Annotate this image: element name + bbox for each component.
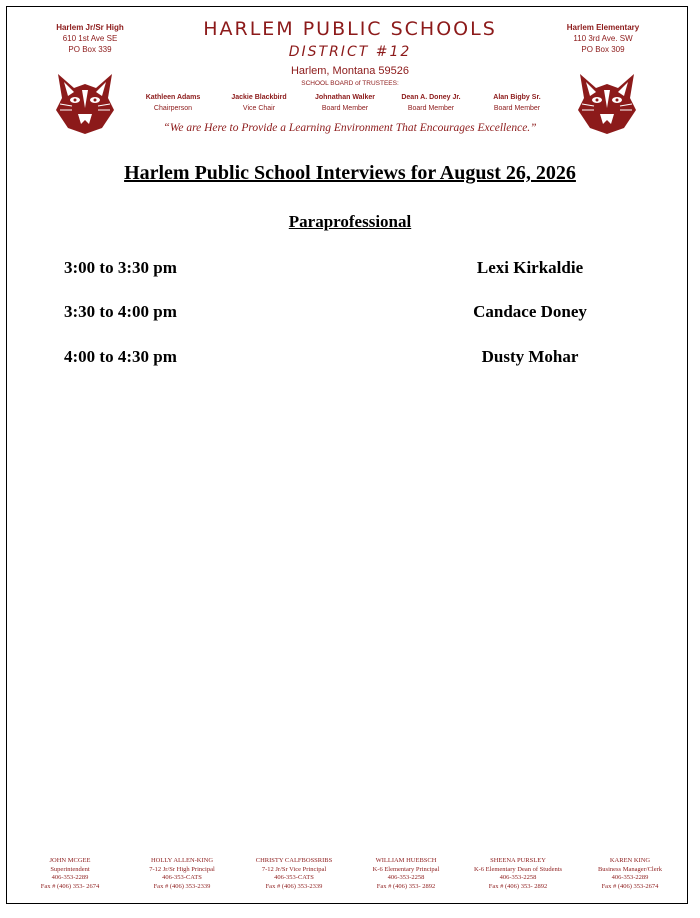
district-number: DISTRICT #12 [288,44,412,60]
staff-contact [238,857,350,891]
staff-title: K-6 Elementary Principal [372,865,440,873]
staff-name: WILLIAM HUEBSCH [375,857,437,864]
staff-name: HOLLY ALLEN-KING [150,857,214,864]
trustee-name: Kathleen Adams [145,94,201,101]
document-title: Harlem Public School Interviews for August 26, 2026 [124,162,576,184]
interview-name: Candace Doney [473,302,587,321]
right-school-name: Harlem Elementary [566,23,640,32]
staff-fax: Fax # (406) 353- 2892 [376,882,436,890]
staff-name: JOHN MCGEE [49,857,91,864]
staff-title: Business Manager/Clerk [597,865,663,873]
trustee [130,92,216,114]
staff-title: K-6 Elementary Dean of Students [473,865,563,873]
staff-fax: Fax # (406) 353- 2674 [40,882,100,890]
trustee-name: Dean A. Doney Jr. [401,94,461,101]
left-school-name: Harlem Jr/Sr High [56,23,124,32]
interview-name: Lexi Kirkaldie [476,258,584,277]
staff-title: Superintendent [50,865,90,873]
staff-phone: 406-353-2289 [51,874,89,881]
interview-row [0,302,700,328]
right-school-address [543,22,663,55]
interview-row [0,258,700,284]
staff-fax: Fax # (406) 353-2339 [153,882,211,890]
trustee-name: Johnathan Walker [314,94,376,101]
letterhead-page [6,6,688,904]
trustee [216,92,302,114]
staff-contact [350,857,462,891]
staff-footer [14,857,686,891]
staff-name: SHEENA PURSLEY [490,857,546,864]
right-school-box: PO Box 309 [581,45,625,54]
trustee [388,92,474,114]
right-school-street: 110 3rd Ave. SW [573,34,633,43]
left-school-street: 610 1st Ave SE [62,34,118,43]
interview-time: 3:00 to 3:30 pm [64,258,177,277]
trustee-name: Alan Bigby Sr. [493,94,541,101]
trustee [474,92,560,114]
district-city: Harlem, Montana 59526 [290,65,409,77]
trustee-list [130,92,560,114]
trustee-role: Board Member [407,105,455,112]
staff-phone: 406-353-2258 [499,874,537,881]
trustee-role: Chairperson [153,105,193,112]
interview-row [0,347,700,373]
staff-fax: Fax # (406) 353- 2892 [488,882,548,890]
staff-contact [462,857,574,891]
staff-contact [574,857,686,891]
staff-phone: 406-353-CATS [274,874,314,881]
staff-phone: 406-353-2289 [611,874,649,881]
trustee [302,92,388,114]
interview-name: Dusty Mohar [481,347,579,366]
staff-name: CHRISTY CALFBOSSRIBS [255,857,333,864]
staff-fax: Fax # (406) 353-2339 [265,882,323,890]
trustee-name: Jackie Blackbird [231,94,287,101]
trustee-role: Vice Chair [242,105,276,112]
left-school-address [30,22,150,55]
staff-phone: 406-353-CATS [162,874,202,881]
staff-phone: 406-353-2258 [387,874,425,881]
staff-contact [126,857,238,891]
board-label: SCHOOL BOARD of TRUSTEES: [301,80,399,87]
staff-name: KAREN KING [609,857,651,864]
trustee-role: Board Member [493,105,541,112]
staff-fax: Fax # (406) 353-2674 [601,882,659,890]
left-school-box: PO Box 339 [68,45,112,54]
interview-time: 4:00 to 4:30 pm [64,347,177,366]
district-motto: “We are Here to Provide a Learning Environment That Encourages Excellence.” [163,122,537,134]
trustee-role: Board Member [321,105,369,112]
interview-time: 3:30 to 4:00 pm [64,302,177,321]
section-heading: Paraprofessional [288,212,412,231]
staff-contact [14,857,126,891]
staff-title: 7-12 Jr/Sr High Principal [149,865,215,873]
district-title: HARLEM PUBLIC SCHOOLS [203,18,497,40]
staff-title: 7-12 Jr/Sr Vice Principal [261,865,327,873]
